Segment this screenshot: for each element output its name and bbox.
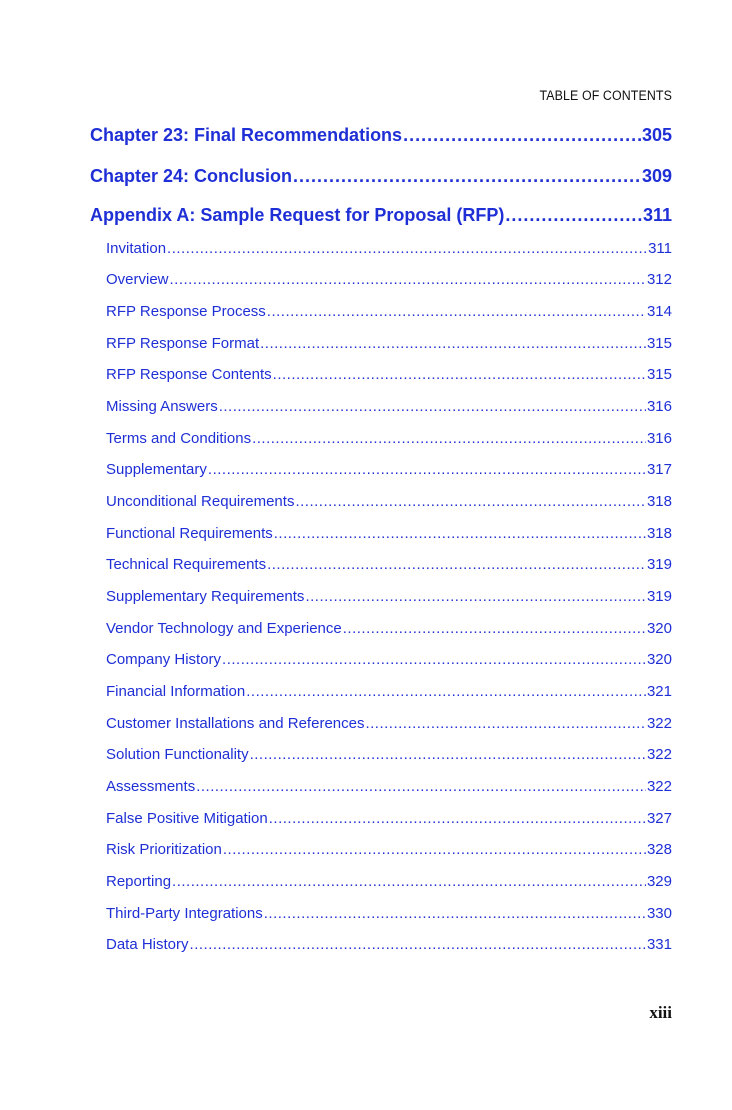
toc-entry-title: Supplementary bbox=[106, 461, 207, 478]
toc-entry-title: Technical Requirements bbox=[106, 556, 267, 573]
toc-section-false-positive-mitigation[interactable] bbox=[106, 810, 672, 830]
toc-entry-title: Risk Prioritization bbox=[106, 841, 222, 858]
dot-leader bbox=[208, 461, 646, 478]
toc-section-invitation[interactable] bbox=[106, 240, 672, 260]
dot-leader bbox=[343, 620, 646, 637]
dot-leader bbox=[250, 746, 646, 763]
dot-leader bbox=[403, 125, 641, 146]
dot-leader bbox=[365, 715, 646, 732]
toc-section-company-history[interactable] bbox=[106, 651, 672, 671]
toc-entry-page: 314 bbox=[646, 303, 672, 320]
toc-section-supplementary-requirements[interactable] bbox=[106, 588, 672, 608]
toc-entry-page: 318 bbox=[646, 525, 672, 542]
toc-entry-title: Reporting bbox=[106, 873, 172, 890]
toc-section-vendor-technology[interactable] bbox=[106, 620, 672, 640]
toc-entry-page: 321 bbox=[646, 683, 672, 700]
toc-appendix-a[interactable] bbox=[90, 205, 672, 229]
toc-section-solution-functionality[interactable] bbox=[106, 746, 672, 766]
dot-leader bbox=[269, 810, 646, 827]
toc-entry-title: Terms and Conditions bbox=[106, 430, 252, 447]
toc-entry-page: 329 bbox=[646, 873, 672, 890]
toc-entry-page: 316 bbox=[646, 430, 672, 447]
toc-entry-title: RFP Response Process bbox=[106, 303, 266, 320]
toc-entry-page: 328 bbox=[646, 841, 672, 858]
toc-entry-page: 317 bbox=[646, 461, 672, 478]
toc-entry-title: Financial Information bbox=[106, 683, 246, 700]
toc-section-overview[interactable] bbox=[106, 271, 672, 291]
toc-section-rfp-response-format[interactable] bbox=[106, 335, 672, 355]
toc-entry-page: 322 bbox=[646, 778, 672, 795]
dot-leader bbox=[170, 271, 646, 288]
toc-entry-page: 319 bbox=[646, 588, 672, 605]
toc-entry-title: Company History bbox=[106, 651, 222, 668]
dot-leader bbox=[274, 525, 646, 542]
toc-entry-page: 318 bbox=[646, 493, 672, 510]
toc-section-technical-requirements[interactable] bbox=[106, 556, 672, 576]
toc-entry-page: 305 bbox=[641, 125, 672, 145]
dot-leader bbox=[264, 905, 646, 922]
dot-leader bbox=[293, 166, 641, 187]
toc-entry-page: 322 bbox=[646, 715, 672, 732]
dot-leader bbox=[252, 430, 646, 447]
toc-entry-page: 327 bbox=[646, 810, 672, 827]
toc-section-customer-installations[interactable] bbox=[106, 715, 672, 735]
toc-entry-title: Assessments bbox=[106, 778, 196, 795]
toc-entry-page: 320 bbox=[646, 651, 672, 668]
dot-leader bbox=[273, 366, 646, 383]
toc-section-rfp-response-contents[interactable] bbox=[106, 366, 672, 386]
dot-leader bbox=[305, 588, 646, 605]
toc-entry-title: Invitation bbox=[106, 240, 167, 257]
toc-entry-title: Overview bbox=[106, 271, 169, 288]
toc-entry-title: Supplementary Requirements bbox=[106, 588, 305, 605]
toc-entry-title: Functional Requirements bbox=[106, 525, 273, 542]
dot-leader bbox=[267, 303, 646, 320]
toc-entry-page: 322 bbox=[646, 746, 672, 763]
toc-entry-title: Data History bbox=[106, 936, 189, 953]
dot-leader bbox=[196, 778, 646, 795]
toc-section-assessments[interactable] bbox=[106, 778, 672, 798]
dot-leader bbox=[190, 936, 646, 953]
toc-section-terms-and-conditions[interactable] bbox=[106, 430, 672, 450]
dot-leader bbox=[167, 240, 647, 257]
toc-entry-page: 312 bbox=[646, 271, 672, 288]
dot-leader bbox=[295, 493, 646, 510]
toc-entry-title: Solution Functionality bbox=[106, 746, 249, 763]
toc-entry-page: 319 bbox=[646, 556, 672, 573]
toc-section-unconditional-requirements[interactable] bbox=[106, 493, 672, 513]
dot-leader bbox=[505, 205, 642, 226]
toc-entry-page: 315 bbox=[646, 335, 672, 352]
dot-leader bbox=[219, 398, 646, 415]
toc-section-missing-answers[interactable] bbox=[106, 398, 672, 418]
toc-entry-title: False Positive Mitigation bbox=[106, 810, 268, 827]
dot-leader bbox=[260, 335, 646, 352]
toc-section-third-party-integrations[interactable] bbox=[106, 905, 672, 925]
toc-section-reporting[interactable] bbox=[106, 873, 672, 893]
toc-entry-page: 315 bbox=[646, 366, 672, 383]
toc-entry-page: 309 bbox=[641, 166, 672, 186]
toc-entry-title: RFP Response Contents bbox=[106, 366, 272, 383]
toc-entry-title: Missing Answers bbox=[106, 398, 218, 415]
toc-section-supplementary[interactable] bbox=[106, 461, 672, 481]
toc-entry-page: 311 bbox=[648, 240, 672, 257]
toc-entry-title: Third-Party Integrations bbox=[106, 905, 263, 922]
toc-entry-page: 331 bbox=[646, 936, 672, 953]
dot-leader bbox=[172, 873, 646, 890]
toc-entry-title: Appendix A: Sample Request for Proposal (RFP) bbox=[90, 205, 505, 225]
toc-section-financial-information[interactable] bbox=[106, 683, 672, 703]
toc-entry-page: 311 bbox=[642, 205, 672, 225]
toc-entry-title: RFP Response Format bbox=[106, 335, 260, 352]
toc-chapter-24[interactable] bbox=[90, 166, 672, 190]
toc-section-risk-prioritization[interactable] bbox=[106, 841, 672, 861]
dot-leader bbox=[223, 841, 646, 858]
dot-leader bbox=[246, 683, 646, 700]
toc-entry-title: Vendor Technology and Experience bbox=[106, 620, 342, 637]
dot-leader bbox=[222, 651, 646, 668]
toc-section-data-history[interactable] bbox=[106, 936, 672, 956]
toc-entry-page: 316 bbox=[646, 398, 672, 415]
running-head: TABLE OF CONTENTS bbox=[539, 88, 672, 103]
toc-entry-title: Unconditional Requirements bbox=[106, 493, 295, 510]
toc-section-rfp-response-process[interactable] bbox=[106, 303, 672, 323]
toc-entry-title: Chapter 24: Conclusion bbox=[90, 166, 293, 186]
toc-entry-title: Customer Installations and References bbox=[106, 715, 365, 732]
toc-entry-page: 330 bbox=[646, 905, 672, 922]
toc-entry-title: Chapter 23: Final Recommendations bbox=[90, 125, 403, 145]
toc-section-functional-requirements[interactable] bbox=[106, 525, 672, 545]
dot-leader bbox=[267, 556, 646, 573]
toc-entry-page: 320 bbox=[646, 620, 672, 637]
toc-chapter-23[interactable] bbox=[90, 125, 672, 149]
page-number: xiii bbox=[649, 1003, 672, 1022]
